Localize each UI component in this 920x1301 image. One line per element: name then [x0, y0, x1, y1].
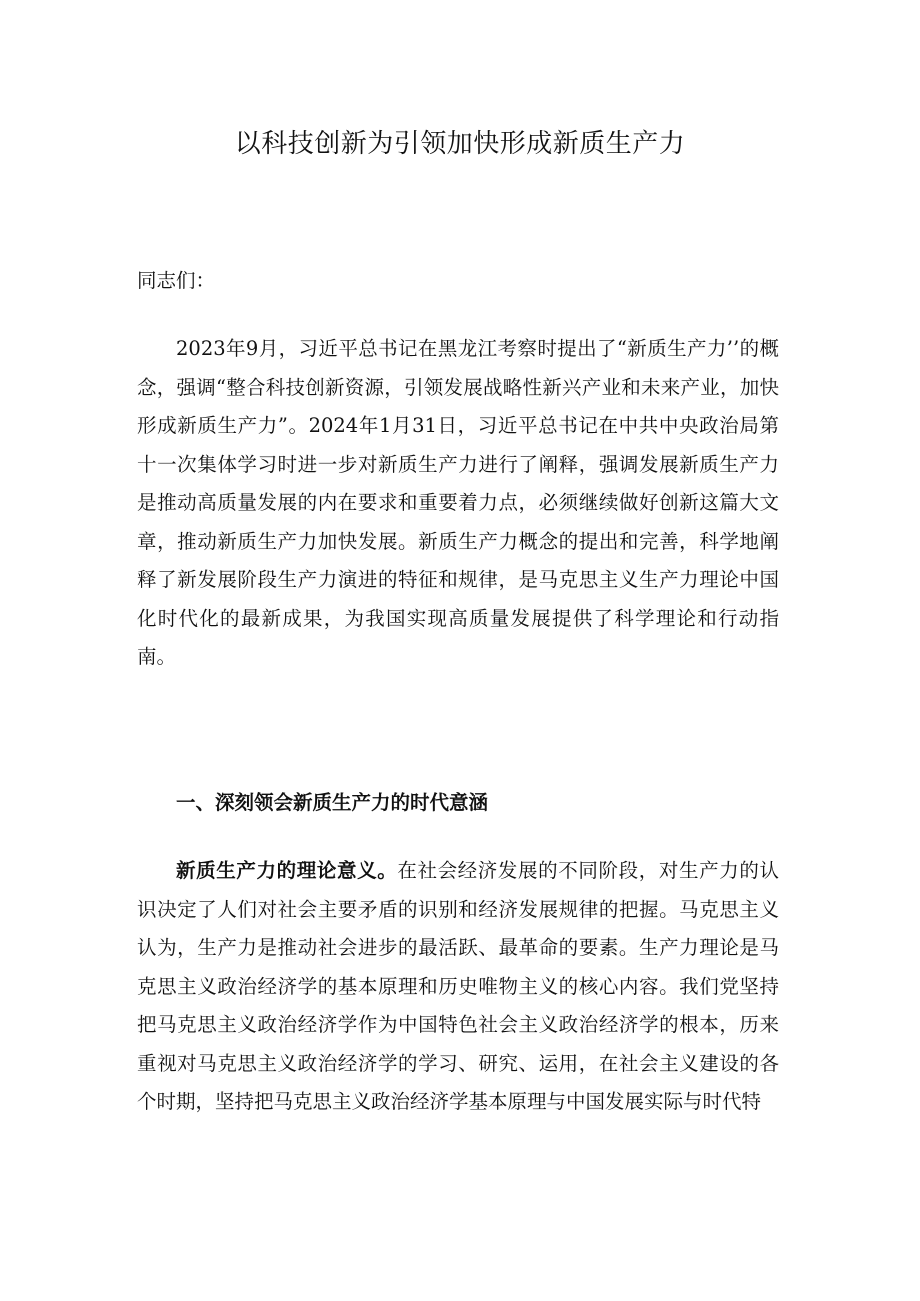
paragraph-1: 2023年9月，习近平总书记在黑龙江考察时提出了“新质生产力’’的概念，强调“整合科技创新资源，引领发展战略性新兴产业和未来产业，加快形成新质生产力”。2024年1月31日，习近平总书记在中共中央政治局第十一次集体学习时进一步对新质生产力进行了阐释，强调发展新质生产力是推动高质量发展的内在要求和重要着力点，必须继续做好创新这篇大文章，推动新质生产力加快发展。新质生产力概念的提出和完善，科学地阐释了新发展阶段生产力演进的特征和规律，是马克思主义生产力理论中国化时代化的最新成果，为我国实现高质量发展提供了科学理论和行动指南。 [137, 337, 779, 668]
paragraph-2-text: 在社会经济发展的不同阶段，对生产力的认识决定了人们对社会主要矛盾的识别和经济发展规律的把握。马克思主义认为，生产力是推动社会进步的最活跃、最革命的要素。生产力理论是马克思主义政治经济学的基本原理和历史唯物主义的核心内容。我们党坚持把马克思主义政治经济学作为中国特色社会主义政治经济学的根本，历来重视对马克思主义政治经济学的学习、研究、运用，在社会主义建设的各个时期，坚持把马克思主义政治经济学基本原理与中国发展实际与时代特 [137, 859, 779, 1113]
paragraph-2 [137, 852, 779, 1122]
document-title: 以科技创新为引领加快形成新质生产力 [234, 129, 686, 159]
paragraph-2-lead: 新质生产力的理论意义。 [176, 859, 398, 882]
section-heading-1: 一、深刻领会新质生产力的时代意涵 [176, 791, 489, 814]
salutation: 同志们： [137, 269, 216, 292]
